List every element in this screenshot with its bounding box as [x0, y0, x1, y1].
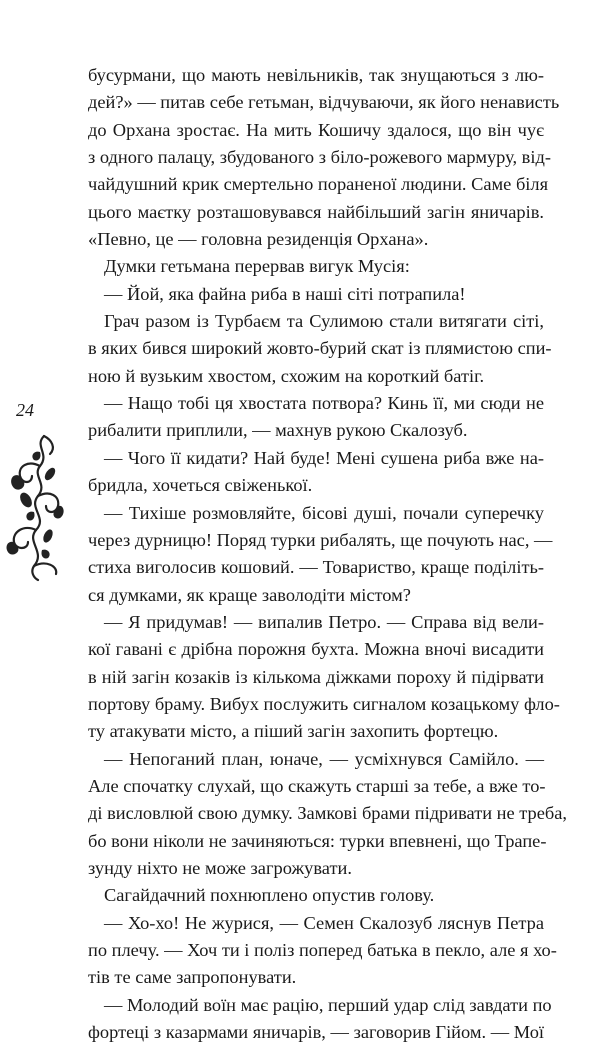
text-line: бо вони ніколи не зачиняються: турки впевнені, що Трапе-: [88, 830, 547, 851]
text-line: дей?» — питав себе гетьман, відчуваючи, як його ненависть: [88, 92, 560, 113]
text-line: — Непоганий план, юначе, — усміхнувся Самійло. —: [104, 748, 544, 769]
text-line: ді висловлюй свою думку. Замкові брами підривати не треба,: [88, 803, 568, 824]
text-line: ною й вузьким хвостом, схожим на короткий батіг.: [88, 365, 485, 386]
text-line: — Йой, яка файна риба в наші сіті потрапила!: [104, 283, 466, 304]
text-line: бридла, хочеться свіженької.: [88, 475, 313, 496]
text-line: — Я придумав! — випалив Петро. — Справа від вели-: [104, 611, 544, 632]
text-line: до Орхана зростає. На мить Кошичу здалося, що він чує: [88, 119, 544, 140]
text-line: ту атакувати місто, а піший загін захопить фортецю.: [88, 721, 499, 742]
text-line: — Хо-хо! Не журися, — Семен Скалозуб ляснув Петра: [104, 912, 544, 933]
text-line: «Певно, це — головна резиденція Орхана».: [88, 229, 429, 250]
text-line: кої гавані є дрібна порожня бухта. Можна вночі висадити: [88, 639, 544, 660]
text-line: Думки гетьмана перервав вигук Мусія:: [104, 256, 410, 277]
page-number: 24: [16, 400, 34, 420]
text-line: ся думками, як краще заволодіти містом?: [88, 584, 411, 605]
text-line: з одного палацу, збудованого з біло-рожевого мармуру, від-: [88, 147, 551, 168]
text-line: в ній загін козаків із кількома діжками пороху й підірвати: [88, 666, 544, 687]
page-body-text: [88, 62, 568, 1046]
text-line: зунду ніхто не може загрожувати.: [88, 857, 352, 878]
text-line: через дурницю! Поряд турки рибалять, ще почують нас, —: [88, 529, 553, 550]
text-line: фортеці з казармами яничарів, — заговорив Гійом. — Мої: [88, 1022, 544, 1043]
text-line: — Чого її кидати? Най буде! Мені сушена риба вже на-: [104, 447, 544, 468]
text-line: Грач разом із Турбаєм та Сулимою стали витягати сіті,: [104, 311, 544, 332]
text-line: Сагайдачний похнюплено опустив голову.: [104, 885, 435, 906]
text-line: — Молодий воїн має рацію, перший удар слід завдати по: [104, 994, 552, 1015]
text-line: стиха виголосив кошовий. — Товариство, краще поділіть-: [88, 557, 544, 578]
text-line: рибалити приплили, — махнув рукою Скалозуб.: [88, 420, 468, 441]
baroque-flourish-ornament-icon: [4, 432, 66, 582]
text-line: в яких бився широкий жовто-бурий скат із плямистою спи-: [88, 338, 552, 359]
text-line: — Тихіше розмовляйте, бісові душі, почали суперечку: [104, 502, 544, 523]
text-line: тів те саме запропонувати.: [88, 967, 297, 988]
text-line: бусурмани, що мають невільників, так знущаються з лю-: [88, 65, 544, 85]
text-line: по плечу. — Хоч ти і поліз поперед батька в пекло, але я хо-: [88, 940, 557, 960]
text-line: портову браму. Вибух послужить сигналом козацькому фло-: [88, 693, 560, 714]
text-line: — Нащо тобі ця хвостата потвора? Кинь її, ми сюди не: [104, 393, 544, 414]
text-line: цього маєтку розташовувався найбільший загін яничарів.: [88, 201, 544, 222]
text-line: Але спочатку слухай, що скажуть старші за тебе, а вже то-: [88, 775, 546, 796]
text-line: чайдушний крик смертельно пораненої людини. Саме біля: [88, 174, 549, 195]
